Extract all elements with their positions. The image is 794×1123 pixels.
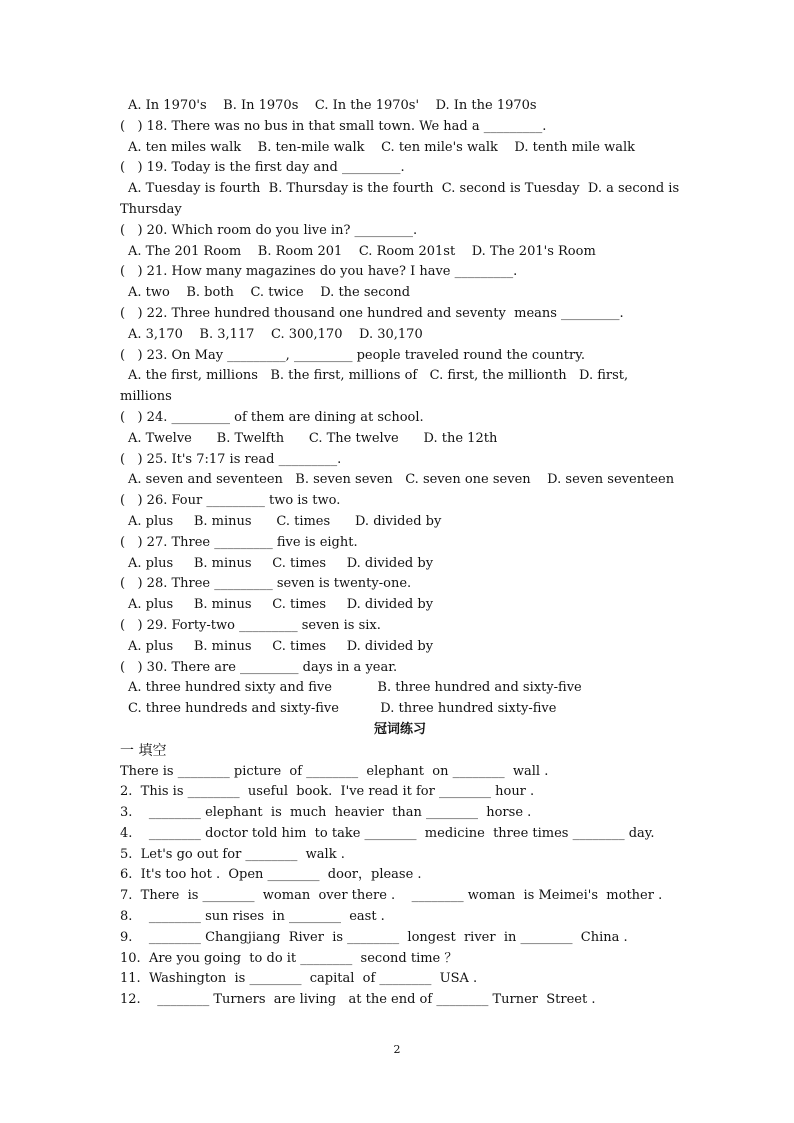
q26-stem: ( ) 26. Four _________ two is two.	[120, 493, 341, 509]
q22-options: A. 3,170 B. 3,117 C. 300,170 D. 30,170	[128, 326, 423, 342]
question-list	[120, 96, 680, 720]
q19-options-cont: Thursday	[120, 201, 182, 217]
q26-options: A. plus B. minus C. times D. divided by	[128, 513, 442, 529]
q23-options-cont: millions	[120, 389, 172, 405]
q29-options: A. plus B. minus C. times D. divided by	[128, 638, 434, 654]
q25-options: A. seven and seventeen B. seven seven C. seven one seven D. seven seventeen	[128, 472, 675, 488]
q23-options: A. the first, millions B. the first, millions of C. first, the millionth D. first,	[128, 368, 629, 384]
section-title: 冠词练习	[373, 721, 426, 737]
q19-options: A. Tuesday is fourth B. Thursday is the fourth C. second is Tuesday D. a second is	[128, 181, 680, 197]
subsection-heading: 一 填空	[120, 742, 167, 759]
q20-stem: ( ) 20. Which room do you live in? _________.	[120, 222, 418, 238]
fill-item-10: 10. Are you going to do it ________ second time ？	[120, 950, 458, 966]
fill-in-list	[120, 762, 680, 1012]
q30-options-cd: C. three hundreds and sixty-five D. three hundred sixty-five	[128, 701, 557, 717]
q29-stem: ( ) 29. Forty-two _________ seven is six.	[120, 617, 381, 633]
q27-stem: ( ) 27. Three _________ five is eight.	[120, 534, 358, 550]
q28-options: A. plus B. minus C. times D. divided by	[128, 597, 434, 613]
fill-item-3: 3. ________ elephant is much heavier than ________ horse .	[120, 805, 532, 821]
q28-stem: ( ) 28. Three _________ seven is twenty-one.	[120, 576, 412, 592]
fill-item-5: 5. Let's go out for ________ walk .	[120, 846, 345, 862]
q21-stem: ( ) 21. How many magazines do you have? I have _________.	[120, 264, 518, 280]
q18-stem: ( ) 18. There was no bus in that small town. We had a _________.	[120, 118, 547, 134]
fill-item-12: 12. ________ Turners are living at the end of ________ Turner Street .	[120, 992, 596, 1008]
fill-item-8: 8. ________ sun rises in ________ east .	[120, 909, 385, 925]
fill-item-7: 7. There is ________ woman over there . ________ woman is Meimei's mother .	[120, 888, 663, 904]
q30-stem: ( ) 30. There are _________ days in a year.	[120, 659, 398, 675]
q25-stem: ( ) 25. It's 7:17 is read _________.	[120, 451, 342, 467]
q22-stem: ( ) 22. Three hundred thousand one hundred and seventy means _________.	[120, 305, 624, 321]
q17-options: A. In 1970's B. In 1970s C. In the 1970s' D. In the 1970s	[128, 98, 537, 113]
fill-item-11: 11. Washington is ________ capital of ________ USA .	[120, 971, 478, 987]
q20-options: A. The 201 Room B. Room 201 C. Room 201st D. The 201's Room	[128, 243, 596, 259]
q30-options-ab: A. three hundred sixty and five B. three hundred and sixty-five	[128, 680, 582, 696]
q24-stem: ( ) 24. _________ of them are dining at school.	[120, 409, 424, 425]
q27-options: A. plus B. minus C. times D. divided by	[128, 555, 434, 571]
q19-stem: ( ) 19. Today is the first day and _________.	[120, 160, 405, 176]
q24-options: A. Twelve B. Twelfth C. The twelve D. the 12th	[128, 430, 498, 446]
fill-item-6: 6. It's too hot . Open ________ door，please .	[120, 867, 422, 883]
q21-options: A. two B. both C. twice D. the second	[128, 285, 411, 301]
fill-item-1: There is ________ picture of ________ elephant on ________ wall .	[120, 763, 549, 779]
fill-item-4: 4. ________ doctor told him to take ________ medicine three times ________ day.	[120, 825, 655, 841]
q23-stem: ( ) 23. On May _________, _________ people traveled round the country.	[120, 347, 585, 363]
q18-options: A. ten miles walk B. ten-mile walk C. ten mile's walk D. tenth mile walk	[128, 139, 636, 155]
fill-item-2: 2. This is ________ useful book. I've read it for ________ hour .	[120, 784, 535, 800]
page-number: 2	[393, 1043, 401, 1056]
fill-item-9: 9. ________ Changjiang River is ________ longest river in ________ China .	[120, 929, 628, 945]
worksheet-page	[120, 96, 680, 1011]
